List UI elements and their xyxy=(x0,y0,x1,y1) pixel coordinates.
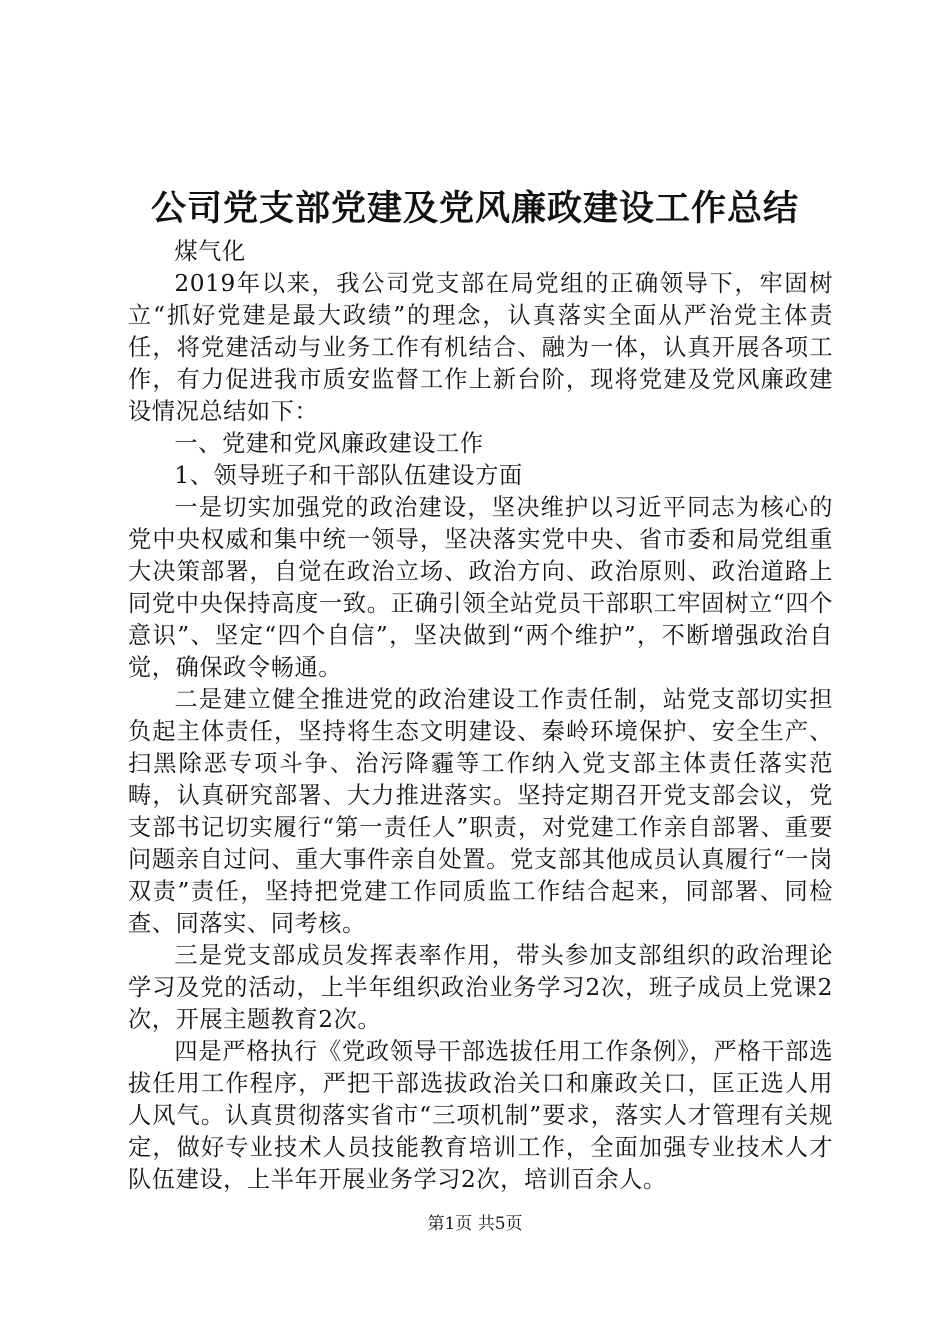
section-heading: 一、党建和党风廉政建设工作 xyxy=(174,430,484,457)
body-paragraph: 一是切实加强党的政治建设，坚决维护以习近平同志为核心的党中央权威和集中统一领导，坚决落实党中央、省市委和局党组重大决策部署，自觉在政治立场、政治方向、政治原则、政治道路上同党中央保持高度一致。正确引领全站党员干部职工牢固树立“四个意识”、坚定“四个自信”，坚决做到“两个维护”，不断增强政治自觉，确保政令畅通。 xyxy=(128,494,833,681)
body-paragraph: 三是党支部成员发挥表率作用，带头参加支部组织的政治理论学习及党的活动，上半年组织政治业务学习2次，班子成员上党课2次，开展主题教育2次。 xyxy=(128,942,833,1033)
body-paragraph: 二是建立健全推进党的政治建设工作责任制，站党支部切实担负起主体责任，坚持将生态文明建设、秦岭环境保护、安全生产、扫黑除恶专项斗争、治污降霾等工作纳入党支部主体责任落实范畴，认真研究部署、大力推进落实。坚持定期召开党支部会议，党支部书记切实履行“第一责任人”职责，对党建工作亲自部署、重要问题亲自过问、重大事件亲自处置。党支部其他成员认真履行“一岗双责”责任，坚持把党建工作同质监工作结合起来，同部署、同检查、同落实、同考核。 xyxy=(128,686,833,937)
author-unit: 煤气化 xyxy=(174,238,246,265)
document-body xyxy=(128,236,833,1196)
page-number-footer: 第1页 共5页 xyxy=(427,1214,523,1234)
document-title: 公司党支部党建及党风廉政建设工作总结 xyxy=(150,188,799,229)
body-paragraph: 四是严格执行《党政领导干部选拔任用工作条例》，严格干部选拔任用工作程序，严把干部选拔政治关口和廉政关口，匡正选人用人风气。认真贯彻落实省市“三项机制”要求，落实人才管理有关规定，做好专业技术人员技能教育培训工作，全面加强专业技术人才队伍建设，上半年开展业务学习2次，培训百余人。 xyxy=(128,1038,833,1193)
subsection-heading: 1、领导班子和干部队伍建设方面 xyxy=(174,462,523,489)
intro-paragraph: 2019年以来，我公司党支部在局党组的正确领导下，牢固树立“抓好党建是最大政绩”的理念，认真落实全面从严治党主体责任，将党建活动与业务工作有机结合、融为一体，认真开展各项工作，有力促进我市质安监督工作上新台阶，现将党建及党风廉政建设情况总结如下： xyxy=(128,270,833,425)
